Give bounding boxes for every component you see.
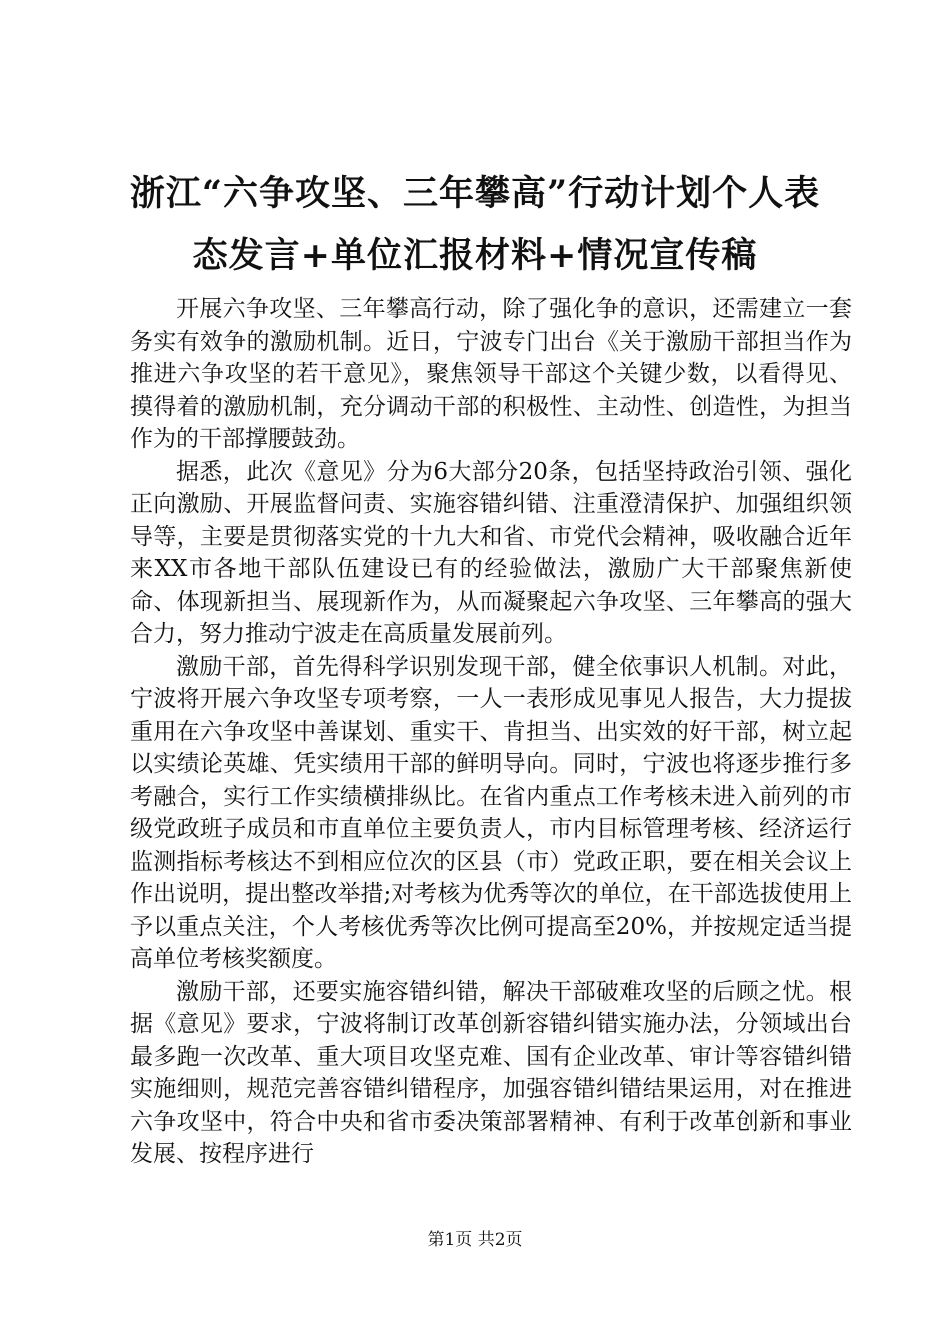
page-footer: 第1页 共2页 [427,1230,523,1250]
paragraph-3: 激励干部，首先得科学识别发现干部，健全依事识人机制。对此，宁波将开展六争攻坚专项考察，一人一表形成见事见人报告，大力提拔重用在六争攻坚中善谋划、重实干、肯担当、出实效的好干部，树立起以实绩论英雄、凭实绩用干部的鲜明导向。同时，宁波也将逐步推行多考融合，实行工作实绩横排纵比。在省内重点工作考核未进入前列的市级党政班子成员和市直单位主要负责人，市内目标管理考核、经济运行监测指标考核达不到相应位次的区县（市）党政正职，要在相关会议上作出说明，提出整改举措;对考核为优秀等次的单位，在干部选拔使用上予以重点关注，个人考核优秀等次比例可提高至20%，并按规定适当提高单位考核奖额度。 [130,653,852,972]
document-body [130,293,852,1171]
paragraph-4: 激励干部，还要实施容错纠错，解决干部破难攻坚的后顾之忧。根据《意见》要求，宁波将制订改革创新容错纠错实施办法，分领域出台最多跑一次改革、重大项目攻坚克难、国有企业改革、审计等容错纠错实施细则，规范完善容错纠错程序，加强容错纠错结果运用，对在推进六争攻坚中，符合中央和省市委决策部署精神、有利于改革创新和事业发展、按程序进行 [130,978,852,1167]
paragraph-2: 据悉，此次《意见》分为6大部分20条，包括坚持政治引领、强化正向激励、开展监督问责、实施容错纠错、注重澄清保护、加强组织领导等，主要是贯彻落实党的十九大和省、市党代会精神，吸收融合近年来XX市各地干部队伍建设已有的经验做法，激励广大干部聚焦新使命、体现新担当、展现新作为，从而凝聚起六争攻坚、三年攀高的强大合力，努力推动宁波走在高质量发展前列。 [130,458,852,647]
title-line-1: 浙江“六争攻坚、三年攀高”行动计划个人表 [129,173,821,214]
document-title [100,163,850,287]
title-line-2: 态发言+单位汇报材料+情况宣传稿 [192,235,758,276]
paragraph-1: 开展六争攻坚、三年攀高行动，除了强化争的意识，还需建立一套务实有效争的激励机制。近日，宁波专门出台《关于激励干部担当作为推进六争攻坚的若干意见》，聚焦领导干部这个关键少数，以看得见、摸得着的激励机制，充分调动干部的积极性、主动性、创造性，为担当作为的干部撑腰鼓劲。 [130,296,852,452]
